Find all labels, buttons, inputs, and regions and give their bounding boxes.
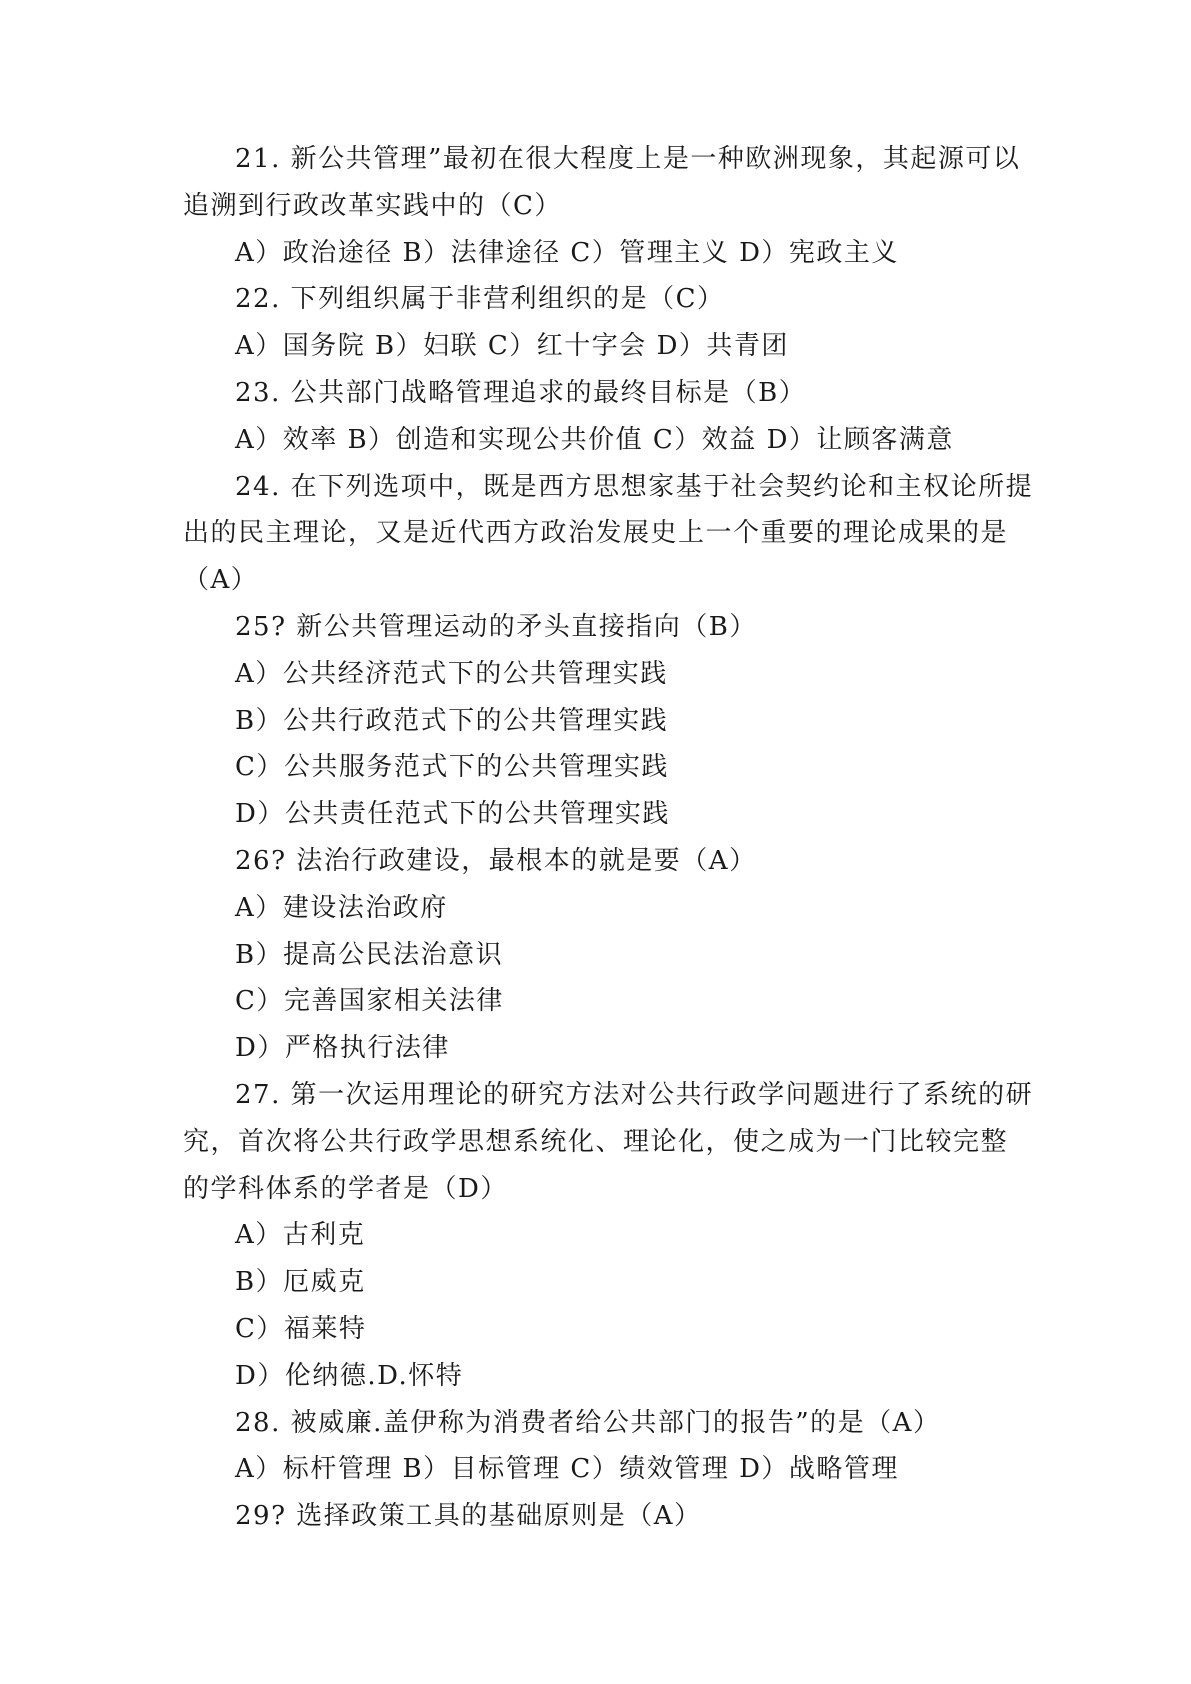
text-line: 23. 公共部门战略管理追求的最终目标是（B） [235,377,807,408]
document-body [183,136,1034,1540]
text-line: 出的民主理论，又是近代西方政治发展史上一个重要的理论成果的是 [183,518,1009,549]
text-line: 21. 新公共管理”最初在很大程度上是一种欧洲现象，其起源可以 [235,144,1021,174]
text-line: 22. 下列组织属于非营利组织的是（C） [235,284,725,315]
text-line: （A） [183,565,259,596]
text-line: D）公共责任范式下的公共管理实践 [235,799,670,830]
text-line: A）古利克 [235,1220,366,1251]
text-line: 25? 新公共管理运动的矛头直接指向（B） [235,611,757,642]
text-line: 24. 在下列选项中，既是西方思想家基于社会契约论和主权论所提 [235,471,1034,502]
text-line: D）伦纳德.D.怀特 [235,1360,464,1391]
text-line: D）严格执行法律 [235,1033,450,1064]
text-line: C）完善国家相关法律 [235,986,504,1017]
text-line: A）标杆管理 B）目标管理 C）绩效管理 D）战略管理 [235,1454,899,1485]
text-line: C）公共服务范式下的公共管理实践 [235,752,669,783]
text-line: B）厄威克 [235,1267,366,1298]
text-line: A）公共经济范式下的公共管理实践 [235,658,668,689]
text-line: 究，首次将公共行政学思想系统化、理论化，使之成为一门比较完整 [183,1126,1009,1157]
text-line: 的学科体系的学者是（D） [183,1173,508,1204]
text-line: 27. 第一次运用理论的研究方法对公共行政学问题进行了系统的研 [235,1079,1034,1110]
text-line: A）政治途径 B）法律途径 C）管理主义 D）宪政主义 [235,237,899,268]
text-line: A）建设法治政府 [235,892,448,923]
text-line: 28. 被威廉.盖伊称为消费者给公共部门的报告”的是（A） [235,1407,941,1438]
text-line: 26? 法治行政建设，最根本的就是要（A） [235,845,757,876]
text-line: B）提高公民法治意识 [235,939,504,970]
text-line: C）福莱特 [235,1313,367,1344]
text-line: A）国务院 B）妇联 C）红十字会 D）共青团 [235,331,789,362]
text-line: A）效率 B）创造和实现公共价值 C）效益 D）让顾客满意 [235,424,954,455]
text-line: B）公共行政范式下的公共管理实践 [235,705,669,736]
text-line: 29? 选择政策工具的基础原则是（A） [235,1501,702,1532]
text-line: 追溯到行政改革实践中的（C） [183,190,562,221]
